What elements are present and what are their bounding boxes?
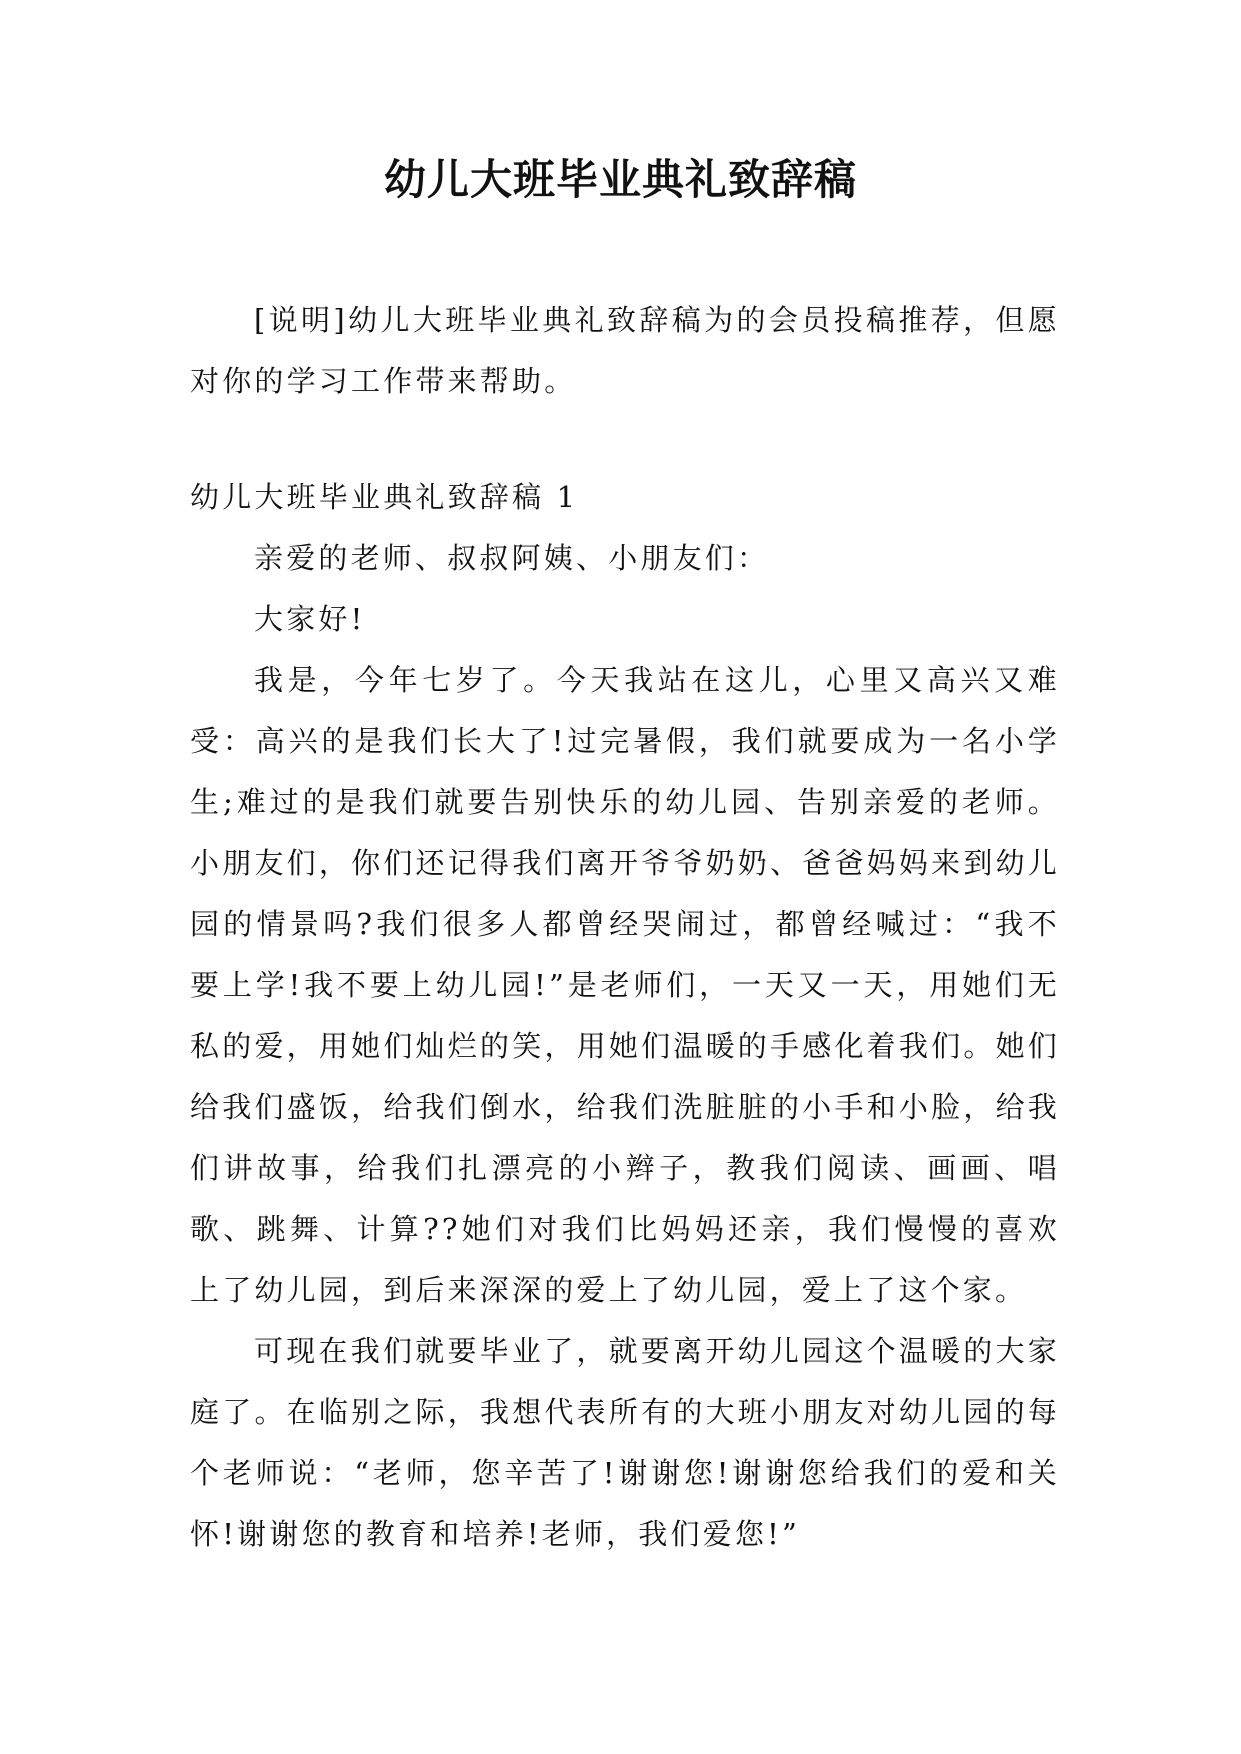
greeting-line: 亲爱的老师、叔叔阿姨、小朋友们：	[254, 541, 770, 575]
body-paragraph-2: 可现在我们就要毕业了，就要离开幼儿园这个温暖的大家庭了。在临别之际，我想代表所有的大班小朋友对幼儿园的每个老师说：“老师，您辛苦了!谢谢您!谢谢您给我们的爱和关怀!谢谢您的教育和培养!老师，我们爱您!”	[190, 1334, 1061, 1551]
intro-paragraph: [说明]幼儿大班毕业典礼致辞稿为的会员投稿推荐，但愿对你的学习工作带来帮助。	[190, 303, 1060, 398]
body-paragraph-1: 我是，今年七岁了。今天我站在这儿，心里又高兴又难受：高兴的是我们长大了!过完暑假，我们就要成为一名小学生;难过的是我们就要告别快乐的幼儿园、告别亲爱的老师。小朋友们，你们还记得我们离开爷爷奶奶、爸爸妈妈来到幼儿园的情景吗?我们很多人都曾经哭闹过，都曾经喊过：“我不要上学!我不要上幼儿园!”是老师们，一天又一天，用她们无私的爱，用她们灿烂的笑，用她们温暖的手感化着我们。她们给我们盛饭，给我们倒水，给我们洗脏脏的小手和小脸，给我们讲故事，给我们扎漂亮的小辫子，教我们阅读、画画、唱歌、跳舞、计算??她们对我们比妈妈还亲，我们慢慢的喜欢上了幼儿园，到后来深深的爱上了幼儿园，爱上了这个家。	[190, 663, 1060, 1307]
section-heading: 幼儿大班毕业典礼致辞稿 1	[190, 480, 579, 514]
document-title: 幼儿大班毕业典礼致辞稿	[383, 155, 857, 204]
hello-line: 大家好!	[254, 602, 366, 636]
document-body	[190, 290, 1060, 1565]
